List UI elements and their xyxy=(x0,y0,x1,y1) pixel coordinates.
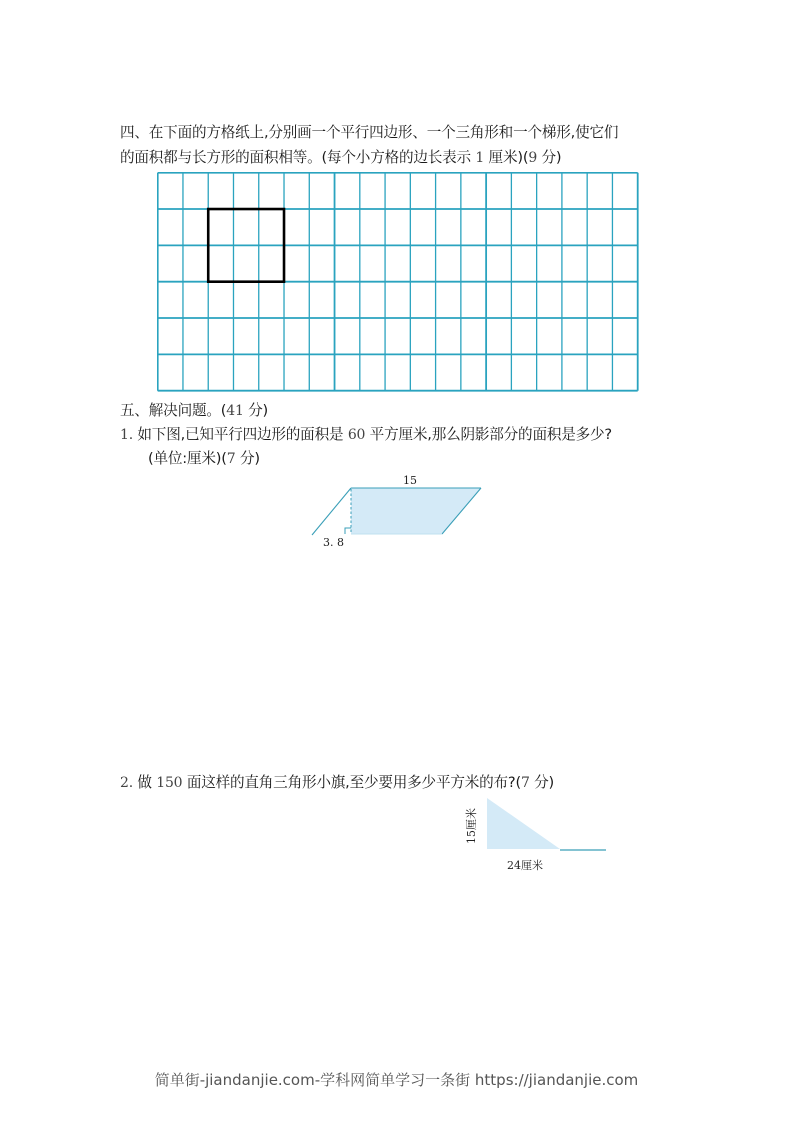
q1-score: 7 xyxy=(226,451,236,467)
q2-text-c: 分) xyxy=(529,774,555,791)
q2-text-b: 面这样的直角三角形小旗,至少要用多少平方米的布?( xyxy=(182,774,521,791)
shaded-region xyxy=(351,488,481,534)
q2-number: 2. xyxy=(120,775,133,791)
q1-number: 1. xyxy=(120,427,133,443)
unit-length-value: 1 xyxy=(475,150,485,166)
right-angle-mark xyxy=(345,528,351,534)
section5-title xyxy=(120,401,268,421)
section5-title-text: 五、解决问题。( xyxy=(120,402,227,419)
section4-line2-text-b: 厘米)( xyxy=(484,149,529,166)
q1-area-value: 60 xyxy=(347,427,366,443)
q1-text-line2 xyxy=(148,449,260,469)
q1-unit-text-b: 分) xyxy=(235,450,260,467)
section5-score: 41 xyxy=(226,403,244,419)
grid-lines xyxy=(157,172,639,392)
section4-score: 9 xyxy=(528,150,538,166)
q1-text-line1 xyxy=(120,425,612,445)
section4-line2-text-c: 分) xyxy=(537,149,562,166)
triangle-height-label: 15厘米 xyxy=(465,808,478,844)
grid-paper[interactable] xyxy=(157,172,637,390)
triangle-base-label: 24厘米 xyxy=(507,859,543,872)
parallelogram-base-segment-label: 3. 8 xyxy=(323,536,344,549)
section4-instruction-line2 xyxy=(120,148,561,168)
q2-count-value: 150 xyxy=(156,775,183,791)
q2-text xyxy=(120,773,554,793)
parallelogram-top-label: 15 xyxy=(403,474,417,487)
section4-instruction-line1: 四、在下面的方格纸上,分别画一个平行四边形、一个三角形和一个梯形,使它们 xyxy=(120,124,619,141)
left-slant-edge xyxy=(312,488,351,535)
right-triangle-flag xyxy=(487,798,560,849)
q1-text-a: 如下图,已知平行四边形的面积是 xyxy=(132,426,348,443)
q1-text-b: 平方厘米,那么阴影部分的面积是多少? xyxy=(365,426,612,443)
footer-watermark: 简单街-jiandanjie.com-学科网简单学习一条街 https://jiandanjie.com xyxy=(154,1071,639,1089)
section4-line2-text: 的面积都与长方形的面积相等。(每个小方格的边长表示 xyxy=(120,149,476,166)
q2-score: 7 xyxy=(520,775,530,791)
q1-unit-text: (单位:厘米)( xyxy=(148,450,227,467)
q2-text-a: 做 xyxy=(132,774,157,791)
section5-title-text-b: 分) xyxy=(243,402,269,419)
